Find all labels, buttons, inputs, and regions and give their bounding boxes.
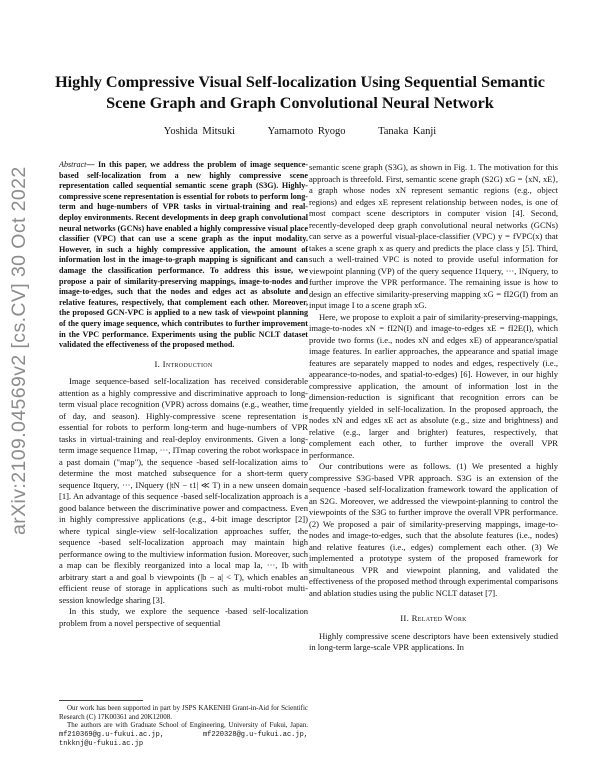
author-name: Yoshida Mitsuki [163,126,236,137]
abstract-label: Abstract [59,160,87,169]
paper-title: Highly Compressive Visual Self-localization Using Sequential Semantic Scene Graph and Graph Convolutional Neural Network [55,73,545,112]
body-paragraph: semantic scene graph (S3G), as shown in Fig. 1. The motivation for this approach is threefold. First, semantic scene graph (S2G) xG = ⟨xN, xE⟩, a graph whose nodes xN represent semantic regions (e.g., object regions) and edges xE represent relationship between nodes, is one of most compact scene descriptors in computer vision [4]. Second, recently-developed deep graph convolutional neural networks (GCNs) can serve as a powerful visual-place-classifier (VPC) y = fVPC(x) that takes a scene graph x as query and predicts the place class y [5]. Third, such a well-trained VPC is noted to provide useful information for viewpoint planning (VP) of the query sequence I1query, ···, INquery, to further improve the VPR performance. The remaining issue is how to design an effective similarity-preserving mapping xG = fI2G(I) from an input image I to a scene graph xG. [309,162,558,310]
footnote [59,700,308,749]
author-emails: mf210369@g.u-fukui.ac.jp, mf220328@g.u-fukui.ac.jp, tnkknj@u-fukui.ac.jp [59,730,308,749]
footnote-rule [59,700,143,701]
related-work-paragraph: Highly compressive scene descriptors have been extensively studied in long-term large-scale VPR applications. In [309,630,558,652]
body-paragraph: Here, we propose to exploit a pair of similarity-preserving-mappings, image-to-nodes xN = fI2N(I) and image-to-edges xE = fI2E(I), which provide two forms (i.e., nodes xN and edges xE) of appearance/spatial image features. In earlier approaches, the appearance and spatial image features are separately mapped to nodes and edges, respectively (i.e., appearance-to-nodes, and spatial-to-edges) [6]. However, in our highly compressive application, the amount of information lost in the dimension-reduction is significant that recognition errors can be frequently yielded in self-localization. In the proposed approach, the nodes xN and edges xE act as absolute (e.g., size and brightness) and relative (e.g., larger and brighter) features, respectively, that complement each other, to further improve the overall VPR performance. [309,311,558,460]
funding-note: Our work has been supported in part by JSPS KAKENHI Grant-in-Aid for Scientific Research (C) 17K00361 and 20K12008. [59,704,308,721]
intro-paragraph: In this study, we explore the sequence -based self-localization problem from a novel perspective of sequential [59,606,308,628]
body-paragraph: Our contributions were as follows. (1) We presented a highly compressive S3G-based VPR approach. S3G is an extension of the sequence -based self-localization framework toward the application of an S2G. Moreover, we addressed the viewpoint-planning to control the viewpoints of the S3G to further improve the overall VPR performance. (2) We proposed a pair of similarity-preserving mappings, image-to-nodes and image-to-edges, such that the absolute features (i.e., nodes) and relative features (i.e., edges) complement each other. (3) We implemented a prototype system of the proposed framework for simultaneous VPR and viewpoint planning, and validated the effectiveness of the proposed method through experimental comparisons and ablation studies using the public NCLT dataset [7]. [309,461,558,598]
arxiv-watermark: arXiv:2109.04569v2 [cs.CV] 30 Oct 2022 [8,166,30,535]
author-list [40,126,560,137]
section-heading-introduction: I. Introduction [154,358,213,369]
section-heading-related-work: II. Related Work [400,613,467,623]
intro-paragraph: Image sequence-based self-localization has received considerable attention as a highly compressive and discriminative approach to long-term visual place recognition (VPR) across domains (e.g., weather, time of day, and season). Highly-compressive scene representation is essential for robots to perform long-term and huge-numbers of VPR tasks in virtual-training and real-deploy environments. Given a long-term image sequence I1map, ···, ITmap covering the robot workspace in a past domain ("map"), the sequence -based self-localization aims to determine the most matched subsequence for a short-term query sequence Itquery, ···, INquery (|tN − t1| ≪ T) in a new unseen domain [1]. An advantage of this sequence -based self-localization approach is a good balance between the discriminative power and compactness. Even in highly compressive applications (e.g., 4-bit image descriptor [2]) where typical single-view self-localization approaches suffer, the sequence -based self-localization approach may maintain high performance owing to the multiview information fusion. Moreover, such a map can be flexibly reorganized into a local map Ia, ···, Ib with arbitrary start a and goal b viewpoints (|b − a| < T), which enables an efficient reuse of storage in applications such as multi-robot multi-session knowledge sharing [3]. [59,376,308,605]
abstract [59,160,308,351]
abstract-text: — In this paper, we address the problem of image sequence-based self-localization from a new highly compressive scene representation called sequential semantic scene graph (S3G). Highly-compressive scene representation is essential for robots to perform long-term and huge-numbers of VPR tasks in virtual-training and real-deploy environments. Recent developments in deep graph convolutional neural networks (GCNs) have enabled a highly compressive visual place classifier (VPC) that can use a scene graph as the input modality. However, in such a highly compressive application, the amount of information lost in the image-to-graph mapping is significant and can damage the classification performance. To address this issue, we propose a pair of similarity-preserving mappings, image-to-nodes and image-to-edges, such that the nodes and edges act as absolute and relative features, respectively, that complement each other. Moreover, the proposed GCN-VPC is applied to a new task of viewpoint planning of the query image sequence, which contributes to further improvement in the VPC performance. Experiments using the public NCLT dataset validated the effectiveness of the proposed method. [59,160,308,350]
affiliation-note [59,721,308,749]
left-column [59,160,308,629]
author-name: Tanaka Kanji [378,126,437,137]
affiliation-text: The authors are with Graduate School of Engineering, University of Fukui, Japan. [67,721,308,730]
right-column [309,162,558,654]
author-name: Yamamoto Ryogo [267,126,346,137]
